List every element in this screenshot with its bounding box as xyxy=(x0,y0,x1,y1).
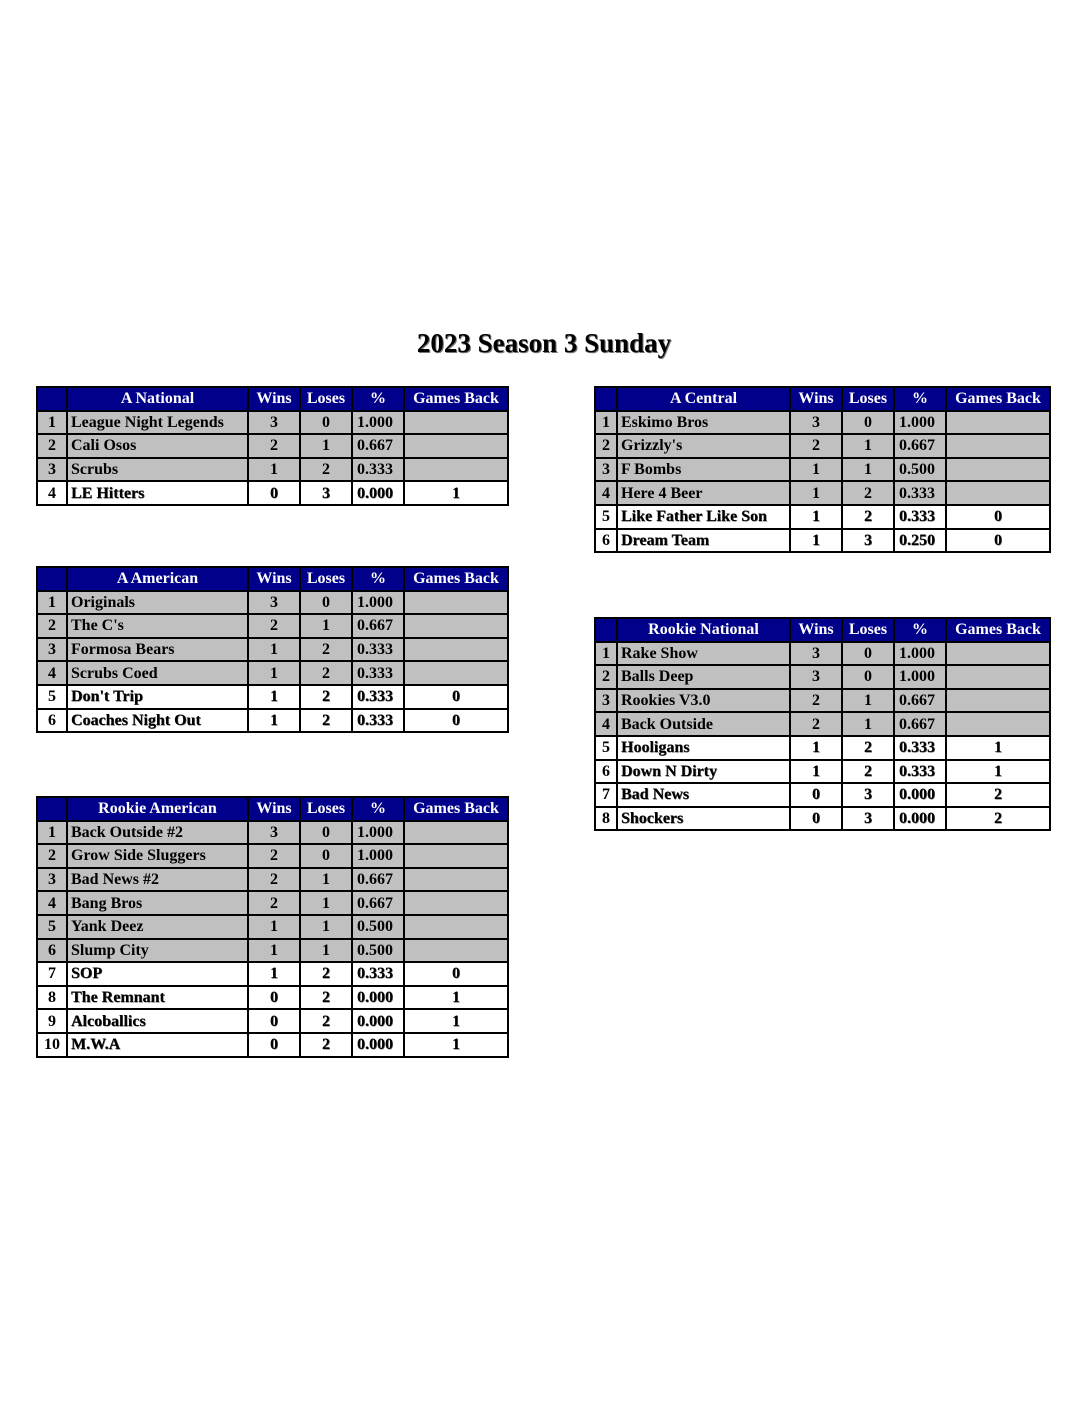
games-back-cell xyxy=(404,434,508,458)
team-name-cell: Rookies V3.0 xyxy=(617,689,790,713)
rank-cell: 6 xyxy=(595,529,617,553)
pct-cell: 0.500 xyxy=(352,915,404,939)
rank-cell: 5 xyxy=(37,685,67,709)
games-back-cell xyxy=(946,689,1050,713)
pct-cell: 0.000 xyxy=(894,783,946,807)
rank-cell: 2 xyxy=(37,614,67,638)
wins-cell: 1 xyxy=(248,458,300,482)
rank-cell: 9 xyxy=(37,1009,67,1033)
loses-cell: 1 xyxy=(842,689,894,713)
standings-table-a-american xyxy=(36,566,509,733)
wins-cell: 1 xyxy=(248,962,300,986)
loses-cell: 1 xyxy=(300,868,352,892)
wins-header: Wins xyxy=(248,387,300,411)
table-row xyxy=(595,529,1050,553)
pct-cell: 0.333 xyxy=(352,458,404,482)
wins-cell: 3 xyxy=(790,411,842,435)
rank-cell: 1 xyxy=(595,411,617,435)
team-name-cell: Hooligans xyxy=(617,736,790,760)
loses-cell: 1 xyxy=(842,434,894,458)
loses-cell: 3 xyxy=(842,783,894,807)
table-row xyxy=(37,939,508,963)
wins-cell: 0 xyxy=(790,807,842,831)
pct-cell: 0.000 xyxy=(352,1009,404,1033)
table-row xyxy=(595,665,1050,689)
pct-cell: 1.000 xyxy=(352,591,404,615)
standings-table-a-central xyxy=(594,386,1051,553)
loses-header: Loses xyxy=(842,387,894,411)
games-back-cell xyxy=(404,939,508,963)
games-back-header: Games Back xyxy=(404,387,508,411)
loses-cell: 2 xyxy=(300,962,352,986)
games-back-cell xyxy=(946,411,1050,435)
pct-cell: 0.667 xyxy=(352,614,404,638)
loses-cell: 2 xyxy=(842,505,894,529)
loses-cell: 0 xyxy=(300,844,352,868)
division-name-header: A American xyxy=(67,567,248,591)
games-back-cell xyxy=(404,591,508,615)
rank-cell: 3 xyxy=(595,689,617,713)
rank-header xyxy=(595,618,617,642)
games-back-cell: 0 xyxy=(946,505,1050,529)
wins-header: Wins xyxy=(790,618,842,642)
wins-cell: 2 xyxy=(248,434,300,458)
games-back-cell: 2 xyxy=(946,807,1050,831)
table-header-row xyxy=(595,387,1050,411)
games-back-cell xyxy=(404,638,508,662)
table-row xyxy=(595,642,1050,666)
team-name-cell: Bad News #2 xyxy=(67,868,248,892)
loses-cell: 3 xyxy=(842,529,894,553)
team-name-cell: Dream Team xyxy=(617,529,790,553)
wins-cell: 1 xyxy=(790,458,842,482)
loses-cell: 0 xyxy=(300,591,352,615)
table-row xyxy=(37,915,508,939)
team-name-cell: Scrubs xyxy=(67,458,248,482)
standings-table-rookie-national xyxy=(594,617,1051,831)
loses-cell: 2 xyxy=(300,1009,352,1033)
wins-cell: 2 xyxy=(790,689,842,713)
loses-header: Loses xyxy=(842,618,894,642)
wins-cell: 1 xyxy=(248,709,300,733)
games-back-cell xyxy=(404,868,508,892)
rank-cell: 3 xyxy=(37,458,67,482)
division-name-header: Rookie National xyxy=(617,618,790,642)
division-name-header: Rookie American xyxy=(67,797,248,821)
rank-cell: 5 xyxy=(595,736,617,760)
division-name-header: A National xyxy=(67,387,248,411)
team-name-cell: Back Outside xyxy=(617,712,790,736)
loses-cell: 3 xyxy=(842,807,894,831)
team-name-cell: Balls Deep xyxy=(617,665,790,689)
pct-cell: 0.667 xyxy=(894,434,946,458)
wins-cell: 0 xyxy=(248,1009,300,1033)
pct-cell: 0.333 xyxy=(894,760,946,784)
rank-cell: 4 xyxy=(595,712,617,736)
team-name-cell: Formosa Bears xyxy=(67,638,248,662)
team-name-cell: Alcoballics xyxy=(67,1009,248,1033)
table-header-row xyxy=(37,797,508,821)
standings-table-a-national xyxy=(36,386,509,506)
wins-cell: 0 xyxy=(248,1033,300,1057)
team-name-cell: Rake Show xyxy=(617,642,790,666)
team-name-cell: Shockers xyxy=(617,807,790,831)
table-row xyxy=(37,591,508,615)
wins-cell: 3 xyxy=(248,821,300,845)
rank-cell: 2 xyxy=(595,434,617,458)
loses-cell: 1 xyxy=(300,891,352,915)
pct-cell: 0.000 xyxy=(352,1033,404,1057)
team-name-cell: F Bombs xyxy=(617,458,790,482)
games-back-cell xyxy=(404,915,508,939)
team-name-cell: Back Outside #2 xyxy=(67,821,248,845)
games-back-cell: 0 xyxy=(404,709,508,733)
rank-cell: 4 xyxy=(37,661,67,685)
games-back-cell xyxy=(946,665,1050,689)
pct-cell: 0.333 xyxy=(894,481,946,505)
table-row xyxy=(37,661,508,685)
wins-cell: 1 xyxy=(790,760,842,784)
team-name-cell: Originals xyxy=(67,591,248,615)
wins-header: Wins xyxy=(248,567,300,591)
games-back-cell xyxy=(946,481,1050,505)
pct-cell: 0.000 xyxy=(352,481,404,505)
rank-cell: 1 xyxy=(37,411,67,435)
wins-cell: 1 xyxy=(248,638,300,662)
wins-cell: 1 xyxy=(790,529,842,553)
wins-cell: 3 xyxy=(790,642,842,666)
games-back-cell xyxy=(946,642,1050,666)
wins-cell: 2 xyxy=(248,844,300,868)
games-back-cell xyxy=(946,712,1050,736)
rank-cell: 5 xyxy=(595,505,617,529)
pct-cell: 1.000 xyxy=(352,411,404,435)
loses-cell: 2 xyxy=(300,638,352,662)
pct-cell: 0.000 xyxy=(352,986,404,1010)
team-name-cell: Grow Side Sluggers xyxy=(67,844,248,868)
team-name-cell: Grizzly's xyxy=(617,434,790,458)
wins-header: Wins xyxy=(248,797,300,821)
pct-cell: 0.333 xyxy=(352,685,404,709)
wins-cell: 0 xyxy=(248,986,300,1010)
rank-cell: 4 xyxy=(595,481,617,505)
loses-header: Loses xyxy=(300,797,352,821)
pct-cell: 0.333 xyxy=(352,661,404,685)
rank-cell: 7 xyxy=(37,962,67,986)
wins-cell: 1 xyxy=(248,661,300,685)
rank-cell: 1 xyxy=(37,821,67,845)
rank-cell: 4 xyxy=(37,891,67,915)
team-name-cell: Scrubs Coed xyxy=(67,661,248,685)
games-back-cell: 2 xyxy=(946,783,1050,807)
table-row xyxy=(37,685,508,709)
rank-cell: 6 xyxy=(37,939,67,963)
team-name-cell: Down N Dirty xyxy=(617,760,790,784)
games-back-cell: 1 xyxy=(946,760,1050,784)
team-name-cell: Like Father Like Son xyxy=(617,505,790,529)
loses-cell: 0 xyxy=(300,821,352,845)
games-back-cell: 1 xyxy=(404,481,508,505)
table-row xyxy=(595,458,1050,482)
rank-header xyxy=(37,387,67,411)
loses-cell: 2 xyxy=(300,458,352,482)
standings-table-rookie-american xyxy=(36,796,509,1058)
table-row xyxy=(37,458,508,482)
team-name-cell: Here 4 Beer xyxy=(617,481,790,505)
rank-cell: 7 xyxy=(595,783,617,807)
table-header-row xyxy=(37,567,508,591)
team-name-cell: Bad News xyxy=(617,783,790,807)
loses-cell: 3 xyxy=(300,481,352,505)
wins-cell: 0 xyxy=(790,783,842,807)
team-name-cell: Cali Osos xyxy=(67,434,248,458)
pct-cell: 0.667 xyxy=(352,891,404,915)
rank-cell: 1 xyxy=(37,591,67,615)
wins-cell: 3 xyxy=(790,665,842,689)
loses-cell: 1 xyxy=(300,614,352,638)
table-row xyxy=(595,807,1050,831)
pct-cell: 0.333 xyxy=(894,736,946,760)
table-row xyxy=(37,1009,508,1033)
wins-cell: 1 xyxy=(248,915,300,939)
wins-cell: 1 xyxy=(790,736,842,760)
table-row xyxy=(595,760,1050,784)
games-back-cell xyxy=(404,821,508,845)
pct-cell: 0.333 xyxy=(352,709,404,733)
table-row xyxy=(37,434,508,458)
wins-cell: 0 xyxy=(248,481,300,505)
team-name-cell: The C's xyxy=(67,614,248,638)
rank-header xyxy=(37,567,67,591)
table-row xyxy=(37,844,508,868)
table-row xyxy=(595,505,1050,529)
pct-cell: 0.000 xyxy=(894,807,946,831)
team-name-cell: M.W.A xyxy=(67,1033,248,1057)
loses-cell: 0 xyxy=(842,642,894,666)
rank-cell: 10 xyxy=(37,1033,67,1057)
games-back-cell xyxy=(404,614,508,638)
pct-cell: 1.000 xyxy=(894,411,946,435)
loses-cell: 2 xyxy=(300,709,352,733)
pct-cell: 0.667 xyxy=(894,689,946,713)
table-row xyxy=(37,891,508,915)
pct-cell: 0.667 xyxy=(352,434,404,458)
table-row xyxy=(595,689,1050,713)
rank-cell: 3 xyxy=(37,638,67,662)
page-title: 2023 Season 3 Sunday xyxy=(416,328,672,358)
wins-cell: 1 xyxy=(790,505,842,529)
games-back-cell: 1 xyxy=(404,986,508,1010)
rank-cell: 8 xyxy=(595,807,617,831)
pct-header: % xyxy=(352,797,404,821)
wins-cell: 2 xyxy=(248,614,300,638)
games-back-header: Games Back xyxy=(946,387,1050,411)
pct-cell: 0.667 xyxy=(894,712,946,736)
table-row xyxy=(595,434,1050,458)
wins-header: Wins xyxy=(790,387,842,411)
table-row xyxy=(37,1033,508,1057)
loses-cell: 1 xyxy=(300,939,352,963)
loses-header: Loses xyxy=(300,387,352,411)
table-header-row xyxy=(595,618,1050,642)
rank-cell: 2 xyxy=(595,665,617,689)
wins-cell: 2 xyxy=(790,434,842,458)
wins-cell: 1 xyxy=(248,685,300,709)
loses-cell: 2 xyxy=(300,986,352,1010)
rank-cell: 2 xyxy=(37,844,67,868)
loses-header: Loses xyxy=(300,567,352,591)
games-back-cell: 0 xyxy=(946,529,1050,553)
loses-cell: 1 xyxy=(842,712,894,736)
games-back-cell xyxy=(946,458,1050,482)
table-header-row xyxy=(37,387,508,411)
team-name-cell: Bang Bros xyxy=(67,891,248,915)
wins-cell: 3 xyxy=(248,591,300,615)
games-back-cell xyxy=(404,458,508,482)
rank-cell: 5 xyxy=(37,915,67,939)
team-name-cell: LE Hitters xyxy=(67,481,248,505)
team-name-cell: Eskimo Bros xyxy=(617,411,790,435)
team-name-cell: League Night Legends xyxy=(67,411,248,435)
rank-cell: 6 xyxy=(595,760,617,784)
loses-cell: 2 xyxy=(300,685,352,709)
team-name-cell: Coaches Night Out xyxy=(67,709,248,733)
rank-cell: 1 xyxy=(595,642,617,666)
pct-cell: 0.500 xyxy=(894,458,946,482)
table-row xyxy=(37,986,508,1010)
pct-cell: 1.000 xyxy=(352,844,404,868)
table-row xyxy=(37,709,508,733)
wins-cell: 2 xyxy=(790,712,842,736)
loses-cell: 0 xyxy=(842,411,894,435)
games-back-cell: 1 xyxy=(404,1033,508,1057)
loses-cell: 1 xyxy=(300,915,352,939)
pct-cell: 1.000 xyxy=(894,665,946,689)
table-row xyxy=(37,962,508,986)
table-row xyxy=(37,411,508,435)
games-back-header: Games Back xyxy=(946,618,1050,642)
games-back-cell xyxy=(404,891,508,915)
team-name-cell: Slump City xyxy=(67,939,248,963)
games-back-cell: 0 xyxy=(404,962,508,986)
rank-cell: 3 xyxy=(37,868,67,892)
loses-cell: 2 xyxy=(842,760,894,784)
pct-cell: 0.250 xyxy=(894,529,946,553)
loses-cell: 0 xyxy=(300,411,352,435)
loses-cell: 2 xyxy=(300,1033,352,1057)
pct-header: % xyxy=(352,567,404,591)
team-name-cell: Yank Deez xyxy=(67,915,248,939)
games-back-cell: 0 xyxy=(404,685,508,709)
wins-cell: 2 xyxy=(248,891,300,915)
team-name-cell: SOP xyxy=(67,962,248,986)
rank-header xyxy=(37,797,67,821)
table-row xyxy=(37,868,508,892)
wins-cell: 2 xyxy=(248,868,300,892)
games-back-header: Games Back xyxy=(404,567,508,591)
rank-cell: 8 xyxy=(37,986,67,1010)
games-back-header: Games Back xyxy=(404,797,508,821)
pct-cell: 1.000 xyxy=(352,821,404,845)
games-back-cell xyxy=(404,661,508,685)
loses-cell: 2 xyxy=(842,481,894,505)
loses-cell: 2 xyxy=(842,736,894,760)
pct-cell: 1.000 xyxy=(894,642,946,666)
pct-header: % xyxy=(894,387,946,411)
table-row xyxy=(595,411,1050,435)
pct-cell: 0.667 xyxy=(352,868,404,892)
wins-cell: 1 xyxy=(790,481,842,505)
pct-header: % xyxy=(352,387,404,411)
pct-cell: 0.500 xyxy=(352,939,404,963)
games-back-cell xyxy=(946,434,1050,458)
table-row xyxy=(37,638,508,662)
pct-header: % xyxy=(894,618,946,642)
wins-cell: 3 xyxy=(248,411,300,435)
loses-cell: 2 xyxy=(300,661,352,685)
division-name-header: A Central xyxy=(617,387,790,411)
loses-cell: 0 xyxy=(842,665,894,689)
pct-cell: 0.333 xyxy=(352,962,404,986)
table-row xyxy=(37,481,508,505)
rank-cell: 6 xyxy=(37,709,67,733)
rank-cell: 3 xyxy=(595,458,617,482)
team-name-cell: Don't Trip xyxy=(67,685,248,709)
table-row xyxy=(37,821,508,845)
games-back-cell xyxy=(404,411,508,435)
table-row xyxy=(595,736,1050,760)
loses-cell: 1 xyxy=(300,434,352,458)
loses-cell: 1 xyxy=(842,458,894,482)
table-row xyxy=(595,712,1050,736)
rank-cell: 2 xyxy=(37,434,67,458)
rank-header xyxy=(595,387,617,411)
games-back-cell: 1 xyxy=(946,736,1050,760)
pct-cell: 0.333 xyxy=(352,638,404,662)
games-back-cell xyxy=(404,844,508,868)
team-name-cell: The Remnant xyxy=(67,986,248,1010)
games-back-cell: 1 xyxy=(404,1009,508,1033)
rank-cell: 4 xyxy=(37,481,67,505)
table-row xyxy=(37,614,508,638)
table-row xyxy=(595,783,1050,807)
pct-cell: 0.333 xyxy=(894,505,946,529)
table-row xyxy=(595,481,1050,505)
wins-cell: 1 xyxy=(248,939,300,963)
